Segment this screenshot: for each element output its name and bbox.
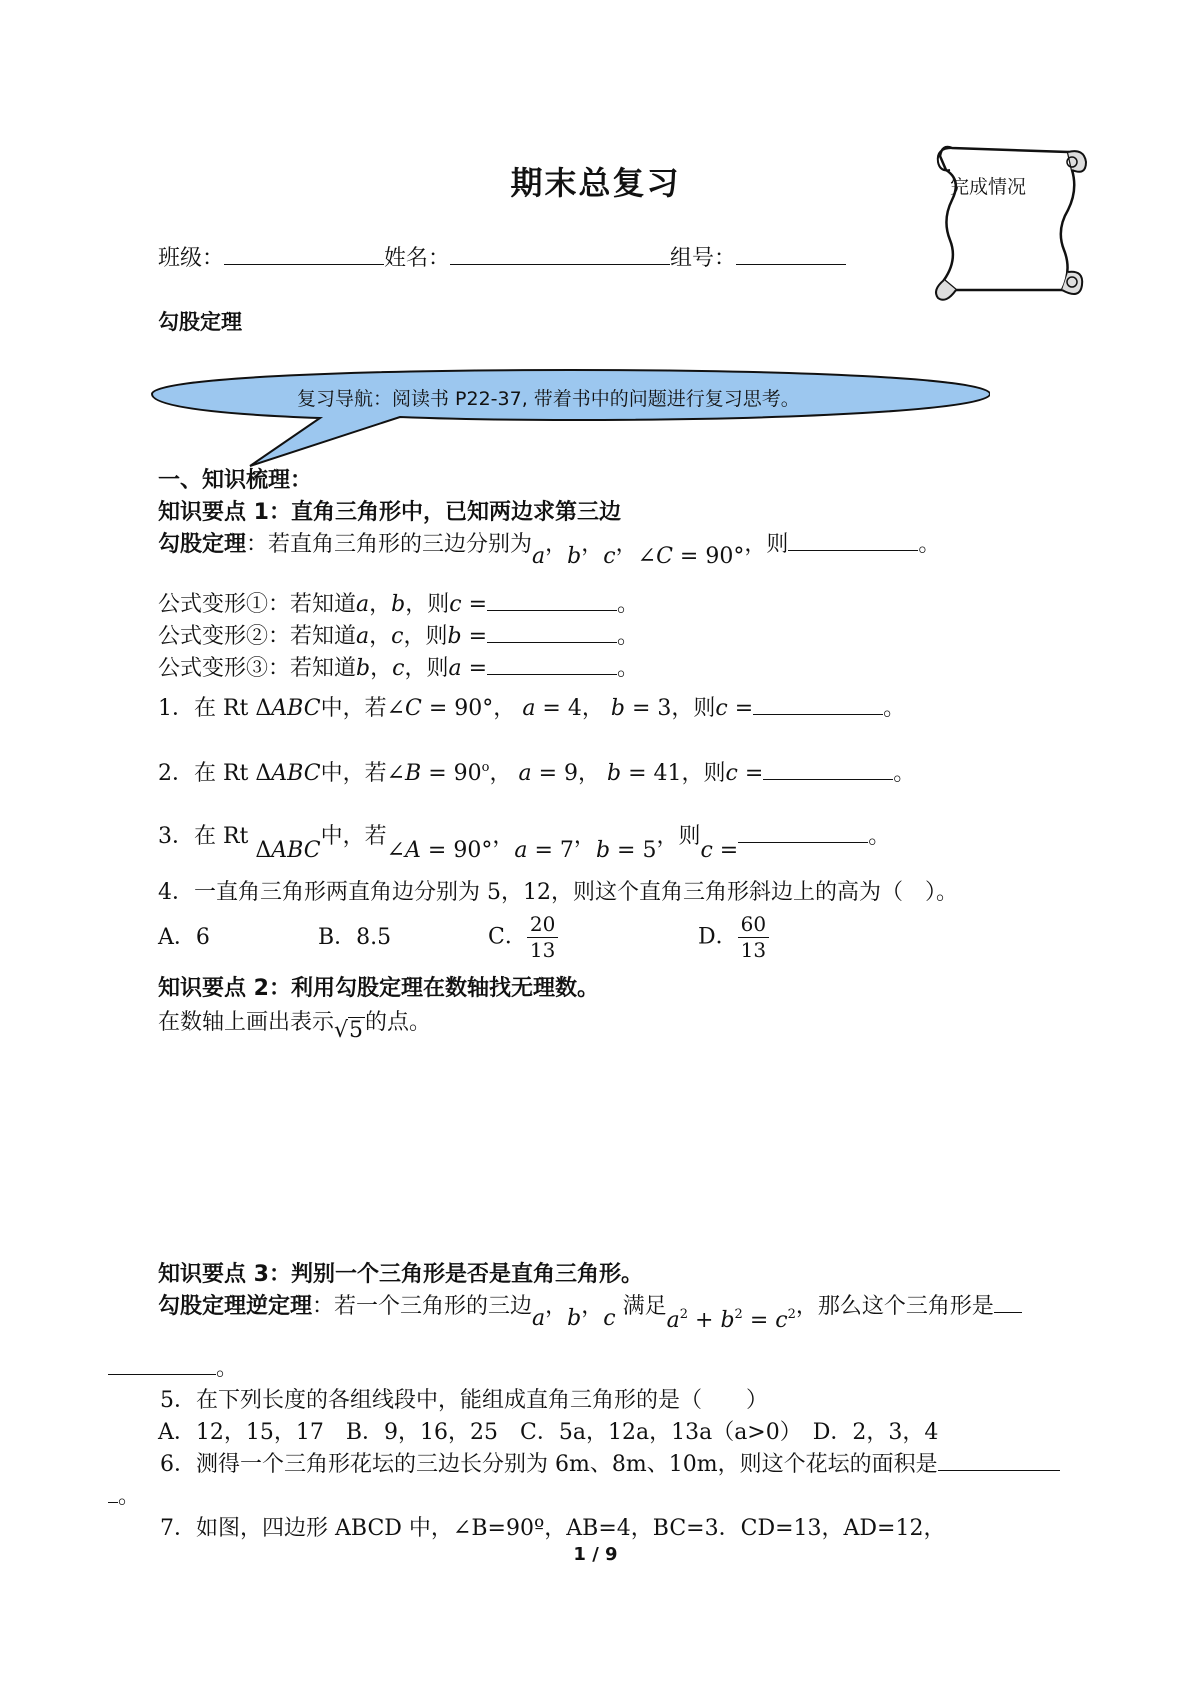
q4-option-d: D． $\frac{60}{13}$ [698, 912, 769, 963]
question-4-options [158, 912, 769, 963]
converse-label: 勾股定理逆定理 [158, 1294, 313, 1319]
theorem-line: 勾股定理：若直角三角形的三边分别为a，b，c，∠C = 90°，则 。 [158, 532, 941, 569]
converse-continuation: 。 [108, 1356, 238, 1382]
formula-1-blank[interactable] [487, 610, 617, 611]
review-guide: 复习导航：阅读书 P22-37, 带着书中的问题进行复习思考。 [297, 388, 800, 410]
theorem-text: ：若直角三角形的三边分别为 [246, 532, 533, 557]
question-6-continuation: 。 [108, 1484, 140, 1510]
point2-title: 知识要点 2：利用勾股定理在数轴找无理数。 [158, 976, 599, 1001]
theorem-label: 勾股定理 [158, 532, 247, 557]
scroll-icon [922, 140, 1092, 305]
converse-blank-b[interactable] [108, 1374, 216, 1375]
theorem-blank[interactable] [788, 550, 918, 551]
point3-title: 知识要点 3：判别一个三角形是否是直角三角形。 [158, 1262, 643, 1287]
question-5: 5．在下列长度的各组线段中，能组成直角三角形的是（ ） [160, 1388, 768, 1413]
q4-option-b: B．8.5 [318, 924, 392, 950]
question-3: 3．在 Rt ΔABC中，若∠A = 90°，a = 7，b = 5，则c =。 [158, 824, 891, 863]
name-label: 姓名： [384, 246, 451, 271]
student-info-line [158, 246, 846, 272]
converse-blank-a[interactable] [994, 1312, 1022, 1313]
formula-2: 公式变形②：若知道a，c，则b = 。 [158, 624, 640, 649]
question-7: 7．如图，四边形 ABCD 中，∠B=90º，AB=4，BC=3．CD=13，AD=12， [160, 1516, 946, 1541]
point2-text: 在数轴上画出表示√5的点。 [158, 1010, 432, 1043]
question-2: 2．在 Rt ΔABC中，若∠B = $90^o$， a = 9， b = 41，则c = 。 [158, 760, 916, 786]
class-label: 班级： [158, 246, 225, 271]
question-6-blank-b[interactable] [108, 1502, 118, 1503]
question-1: 1．在 Rt ΔABC中，若∠C = 90°， a = 4， b = 3，则c = 。 [158, 696, 906, 721]
part1-title: 一、知识梳理： [158, 468, 313, 493]
question-6: 6．测得一个三角形花坛的三边长分别为 6m、8m、10m，则这个花坛的面积是 [160, 1452, 1060, 1478]
q4-option-c: C． $\frac{20}{13}$ [488, 912, 698, 963]
page-title: 期末总复习 [510, 164, 681, 202]
question-4: 4．一直角三角形两直角边分别为 5，12，则这个直角三角形斜边上的高为（ ）。 [158, 880, 958, 905]
sqrt-5: √5 [334, 1018, 364, 1043]
group-blank[interactable] [736, 264, 846, 265]
formula-3-blank[interactable] [487, 674, 617, 675]
converse-theorem: 勾股定理逆定理：若一个三角形的三边a，b，c 满足$a^2 + b^2 = c^2$，那么这个三角形是 [158, 1294, 1022, 1334]
name-blank[interactable] [450, 264, 670, 265]
question-6-blank[interactable] [938, 1470, 1060, 1471]
question-2-blank[interactable] [763, 779, 893, 780]
topic-heading: 勾股定理 [158, 310, 242, 334]
question-1-blank[interactable] [753, 714, 883, 715]
question-5-options: A．12，15，17 B．9，16，25 C．5a，12a，13a（a>0） D．2，3，4 [158, 1420, 939, 1445]
formula-3: 公式变形③：若知道b，c，则a = 。 [158, 656, 640, 681]
page-number: 1 / 9 [573, 1544, 618, 1565]
point1-title: 知识要点 1：直角三角形中，已知两边求第三边 [158, 500, 621, 525]
q4-option-a: A．6 [158, 924, 210, 950]
group-label: 组号： [670, 246, 737, 271]
question-3-blank[interactable] [738, 842, 868, 843]
class-blank[interactable] [224, 264, 384, 265]
formula-2-blank[interactable] [487, 642, 617, 643]
status-box-label: 完成情况 [950, 176, 1027, 198]
formula-1: 公式变形①：若知道a，b，则c = 。 [158, 592, 640, 617]
